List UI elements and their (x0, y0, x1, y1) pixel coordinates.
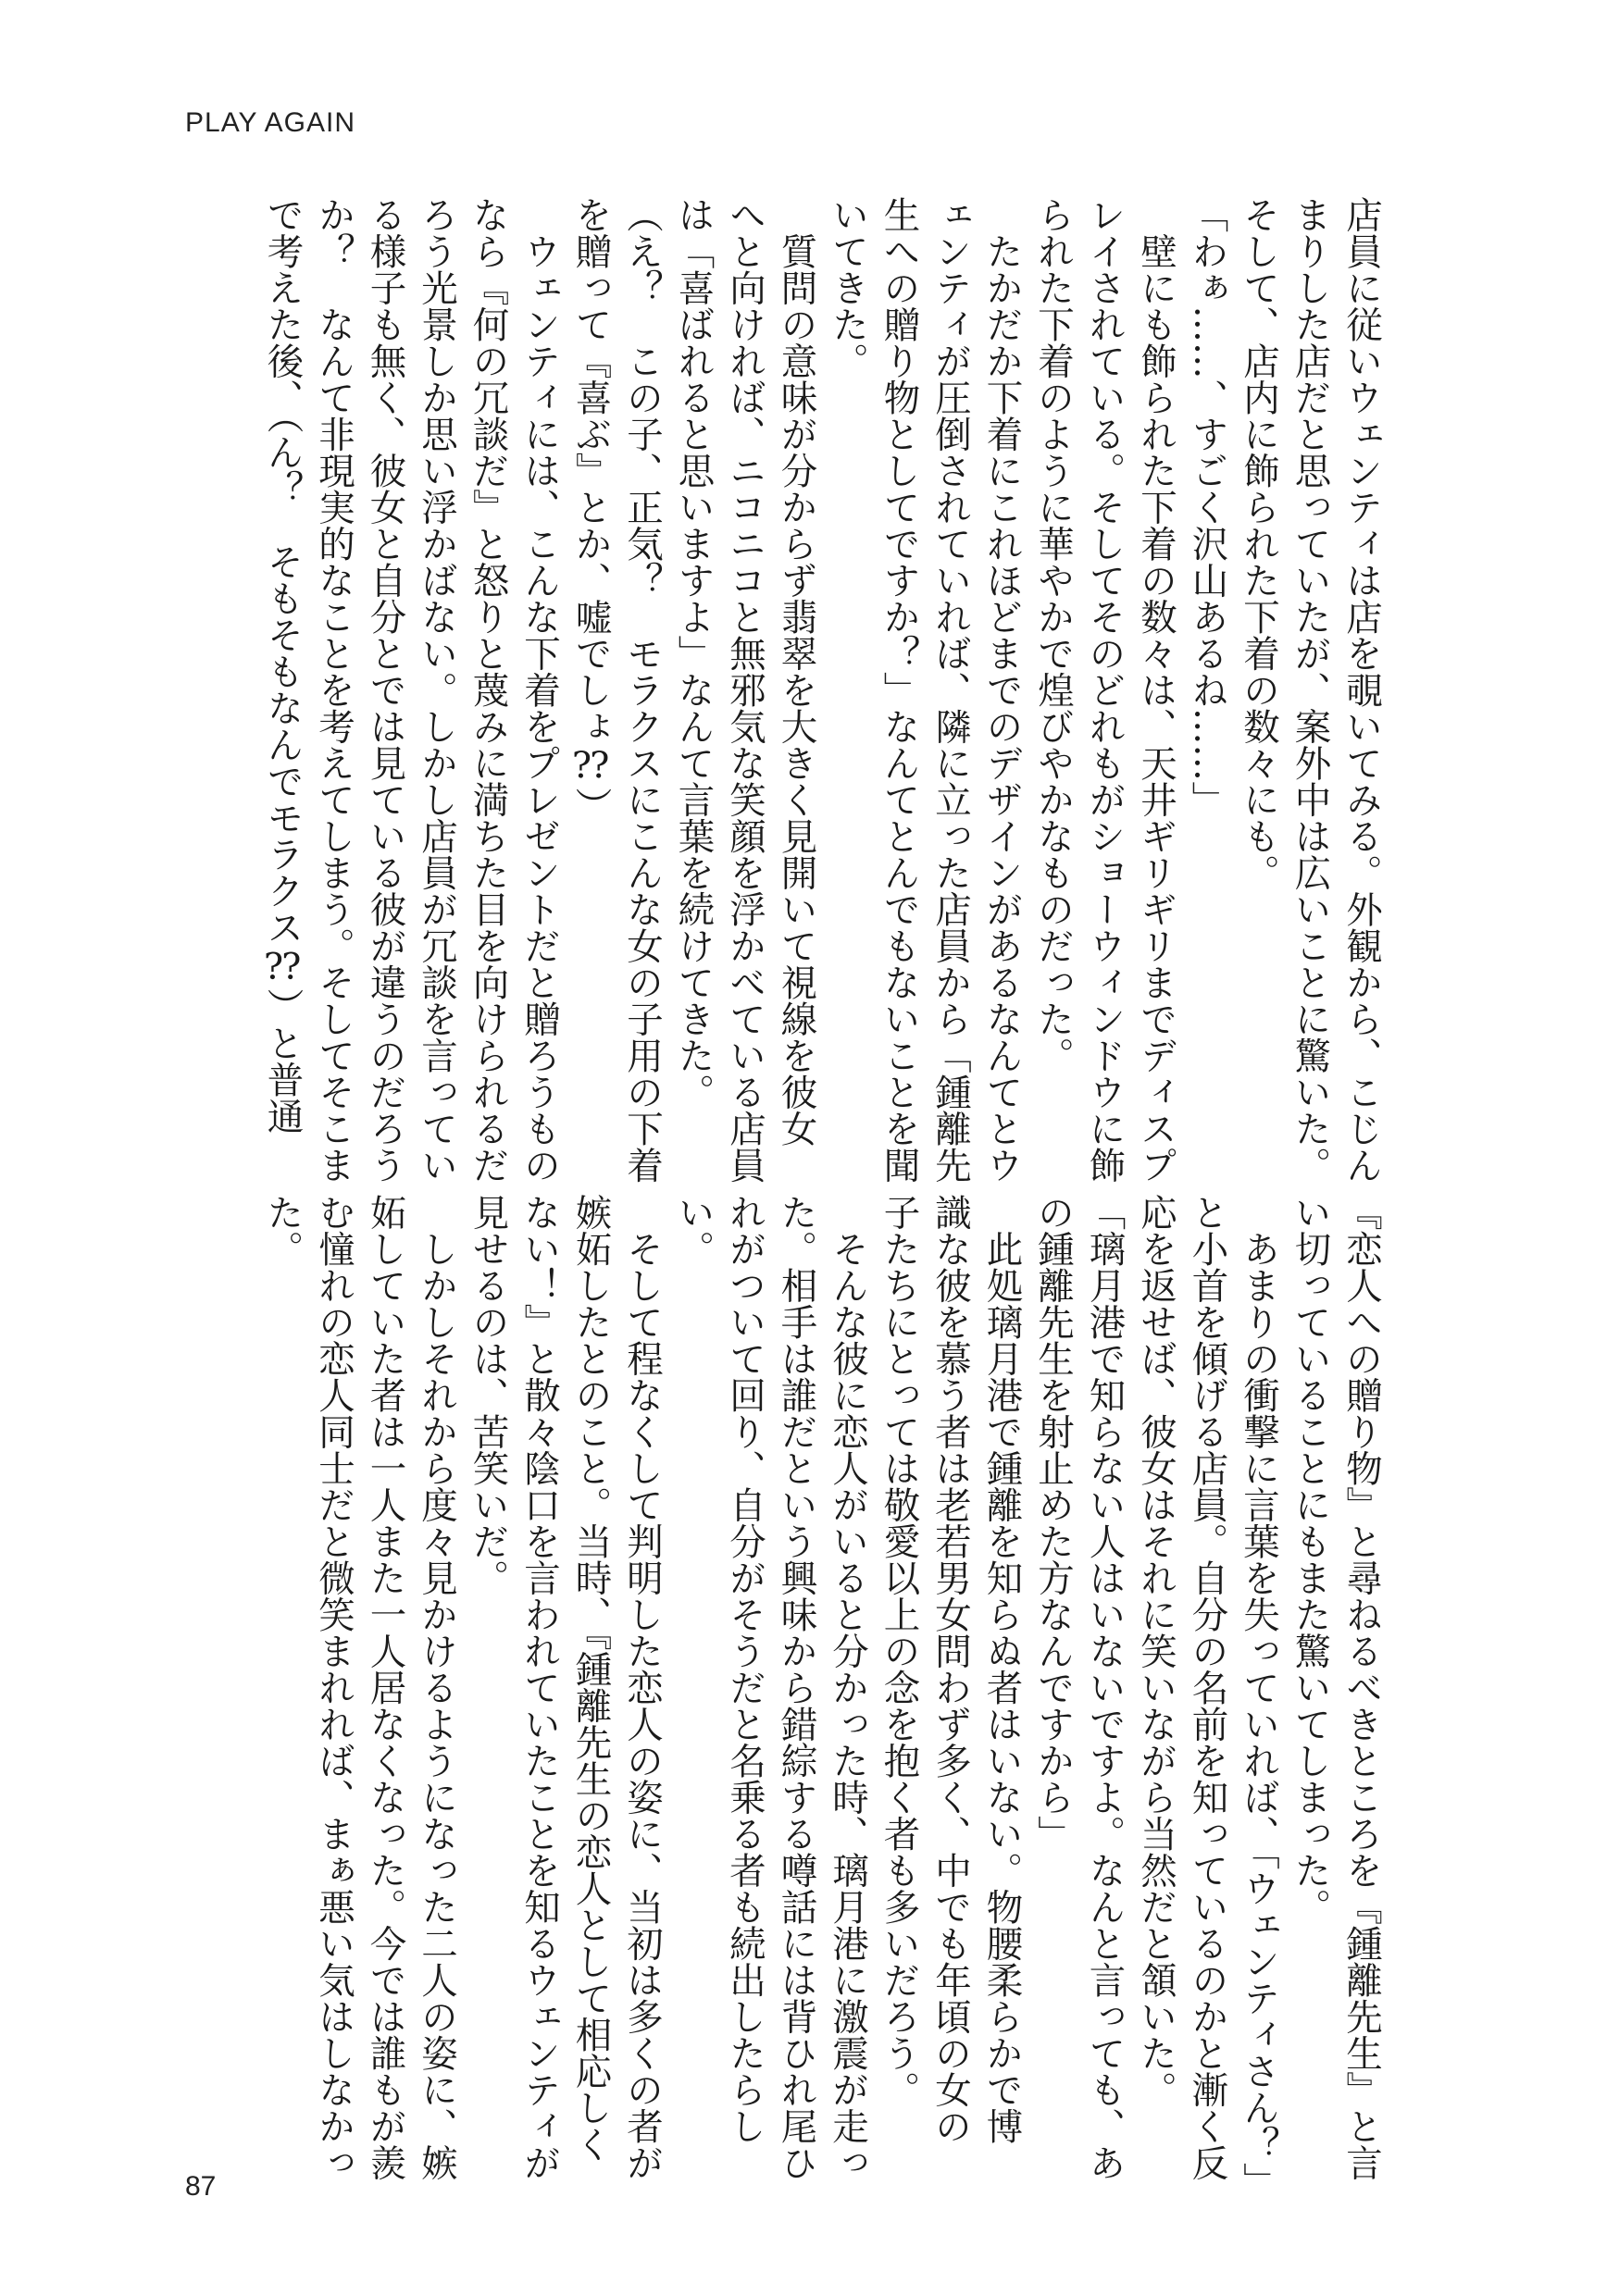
text-line: られた下着のように華やかで煌びやかなものだった。 (1032, 196, 1075, 1074)
text-line: いてきた。 (827, 196, 869, 379)
text-line: ろう光景しか思い浮かばない。しかし店員が冗談を言ってい (416, 196, 458, 1184)
text-line: レイされている。そしてそのどれもがショーウィンドウに飾 (1083, 196, 1127, 1184)
text-line: る様子も無く、彼女と自分とでは見ている彼が違うのだろう (364, 196, 407, 1184)
text-line: そして程なくして判明した恋人の姿に、当初は多くの者が (621, 1194, 664, 2181)
text-line: れがついて回り、自分がそうだと名乗る者も続出したらし (724, 1194, 766, 2144)
text-line: あまりの衝撃に言葉を失っていれば、「ウェンティさん？」 (1238, 1194, 1280, 2200)
text-line: た。 (261, 1194, 305, 1267)
text-line: 妬していた者は一人また一人居なくなった。今では誰もが羨 (364, 1194, 407, 2181)
running-header: PLAY AGAIN (185, 107, 355, 138)
text-line: 壁にも飾られた下着の数々は、天井ギリギリまでディスプ (1135, 196, 1177, 1184)
text-line: 質問の意味が分からず翡翠を大きく見開いて視線を彼女 (775, 196, 818, 1147)
text-line: の鍾離先生を射止めた方なんですから」 (1032, 1194, 1075, 1852)
text-line: まりした店だと思っていたが、案外中は広いことに驚いた。 (1289, 196, 1332, 1184)
text-line: 識な彼を慕う者は老若男女問わず多く、中でも年頃の女の (929, 1194, 972, 2144)
text-line: ウェンティには、こんな下着をプレゼントだと贈ろうもの (518, 196, 561, 1184)
text-line: たかだか下着にこれほどまでのデザインがあるなんてとウ (980, 196, 1024, 1184)
text-line: しかしそれから度々見かけるようになった二人の姿に、嫉 (416, 1194, 458, 2181)
text-line: 生への贈り物としてですか？」なんてとんでもないことを聞 (878, 196, 921, 1184)
text-line: か？ なんて非現実的なことを考えてしまう。そしてそこま (313, 196, 355, 1184)
text-line: 嫉妬したとのこと。当時、『鍾離先生の恋人として相応しく (569, 1194, 613, 2163)
text-line: を贈って『喜ぶ』とか、嘘でしょ⁇） (569, 196, 613, 824)
body-text-upper (196, 196, 1387, 1184)
text-line: 「わぁ……、すごく沢山あるね……」 (1186, 196, 1229, 818)
text-line: で考えた後、（ん？ そもそもなんでモラクス⁇）と普通 (261, 196, 305, 1135)
text-line: ない！』と散々陰口を言われていたことを知るウェンティが (518, 1194, 561, 2181)
text-line: 店員に従いウェンティは店を覗いてみる。外観から、こじん (1340, 196, 1383, 1184)
text-line: 『恋人への贈り物』と尋ねるべきところを『鍾離先生』と言 (1340, 1194, 1383, 2181)
text-line: 子たちにとっては敬愛以上の念を抱く者も多いだろう。 (878, 1194, 921, 2108)
page-number: 87 (185, 2171, 217, 2202)
text-line: は「喜ばれると思いますよ」なんて言葉を続けてきた。 (672, 196, 716, 1111)
text-line: そして、店内に飾られた下着の数々にも。 (1238, 196, 1280, 891)
text-line: ェンティが圧倒されていれば、隣に立った店員から「鍾離先 (929, 196, 972, 1184)
text-line: （え？ この子、正気？ モラクスにこんな女の子用の下着 (621, 196, 664, 1184)
text-line: へと向ければ、ニコニコと無邪気な笑顔を浮かべている店員 (724, 196, 766, 1184)
text-line: む憧れの恋人同士だと微笑まれれば、まぁ悪い気はしなかっ (313, 1194, 355, 2181)
text-line: 応を返せば、彼女はそれに笑いながら当然だと頷いた。 (1135, 1194, 1177, 2108)
text-line: い。 (672, 1194, 716, 1267)
text-line: 見せるのは、苦笑いだ。 (467, 1194, 510, 1596)
text-line: た。相手は誰だという興味から錯綜する噂話には背ひれ尾ひ (775, 1194, 818, 2181)
text-line: そんな彼に恋人がいると分かった時、璃月港に激震が走っ (827, 1194, 869, 2181)
text-line: なら『何の冗談だ』と怒りと蔑みに満ちた目を向けられるだ (467, 196, 510, 1184)
text-line: と小首を傾げる店員。自分の名前を知っているのかと漸く反 (1186, 1194, 1229, 2181)
text-line: 此処璃月港で鍾離を知らぬ者はいない。物腰柔らかで博 (980, 1194, 1024, 2144)
text-line: い切っていることにもまた驚いてしまった。 (1289, 1194, 1332, 1925)
text-line: 「璃月港で知らない人はいないですよ。なんと言っても、あ (1083, 1194, 1127, 2181)
